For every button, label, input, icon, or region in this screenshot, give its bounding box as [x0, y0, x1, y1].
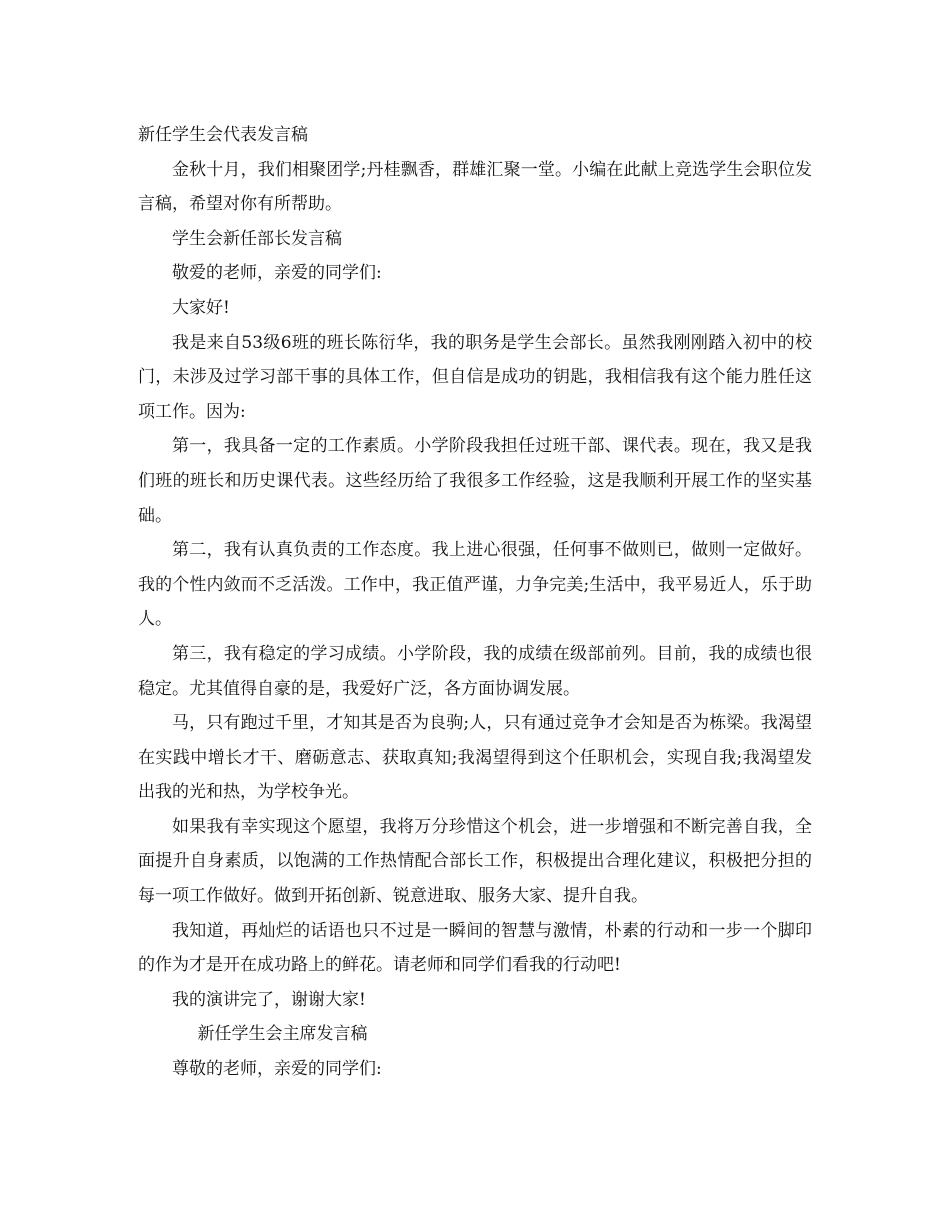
section-heading-chairman: 新任学生会主席发言稿: [197, 1024, 368, 1045]
closing-line: 我的演讲完了，谢谢大家!: [172, 989, 366, 1010]
body-paragraph: 马，只有跑过千里，才知其是否为良驹;人，只有通过竞争才会知是否为栋梁。我渴望在实践中增长才干、磨砺意志、获取真知;我渴望得到这个任职机会，实现自我;我渴望发出我的光和热，为学校争光。: [138, 713, 812, 803]
body-paragraph: 第二，我有认真负责的工作态度。我上进心很强，任何事不做则已，做则一定做好。我的个性内敛而不乏活泼。工作中，我正值严谨，力争完美;生活中，我平易近人，乐于助人。: [138, 540, 812, 630]
greeting: 大家好!: [172, 297, 230, 318]
body-paragraph: 我知道，再灿烂的话语也只不过是一瞬间的智慧与激情，朴素的行动和一步一个脚印的作为才是开在成功路上的鲜花。请老师和同学们看我的行动吧!: [138, 920, 812, 976]
salutation: 敬爱的老师，亲爱的同学们:: [172, 263, 382, 284]
intro-paragraph: 金秋十月，我们相聚团学;丹桂飘香，群雄汇聚一堂。小编在此献上竞选学生会职位发言稿，希望对你有所帮助。: [138, 159, 812, 215]
body-paragraph: 第三，我有稳定的学习成绩。小学阶段，我的成绩在级部前列。目前，我的成绩也很稳定。尤其值得自豪的是，我爱好广泛，各方面协调发展。: [138, 643, 812, 699]
section-heading-minister: 学生会新任部长发言稿: [172, 228, 342, 249]
body-paragraph: 如果我有幸实现这个愿望，我将万分珍惜这个机会，进一步增强和不断完善自我，全面提升自身素质，以饱满的工作热情配合部长工作，积极提出合理化建议，积极把分担的每一项工作做好。做到开拓创新、锐意进取、服务大家、提升自我。: [138, 816, 812, 907]
document-title: 新任学生会代表发言稿: [138, 125, 308, 145]
salutation: 尊敬的老师，亲爱的同学们:: [172, 1059, 382, 1080]
body-paragraph: 第一，我具备一定的工作素质。小学阶段我担任过班干部、课代表。现在，我又是我们班的班长和历史课代表。这些经历给了我很多工作经验，这是我顺利开展工作的坚实基础。: [138, 436, 812, 526]
body-paragraph: 我是来自53级6班的班长陈衍华，我的职务是学生会部长。虽然我刚刚踏入初中的校门，未涉及过学习部干事的具体工作，但自信是成功的钥匙，我相信我有这个能力胜任这项工作。因为:: [138, 332, 812, 422]
